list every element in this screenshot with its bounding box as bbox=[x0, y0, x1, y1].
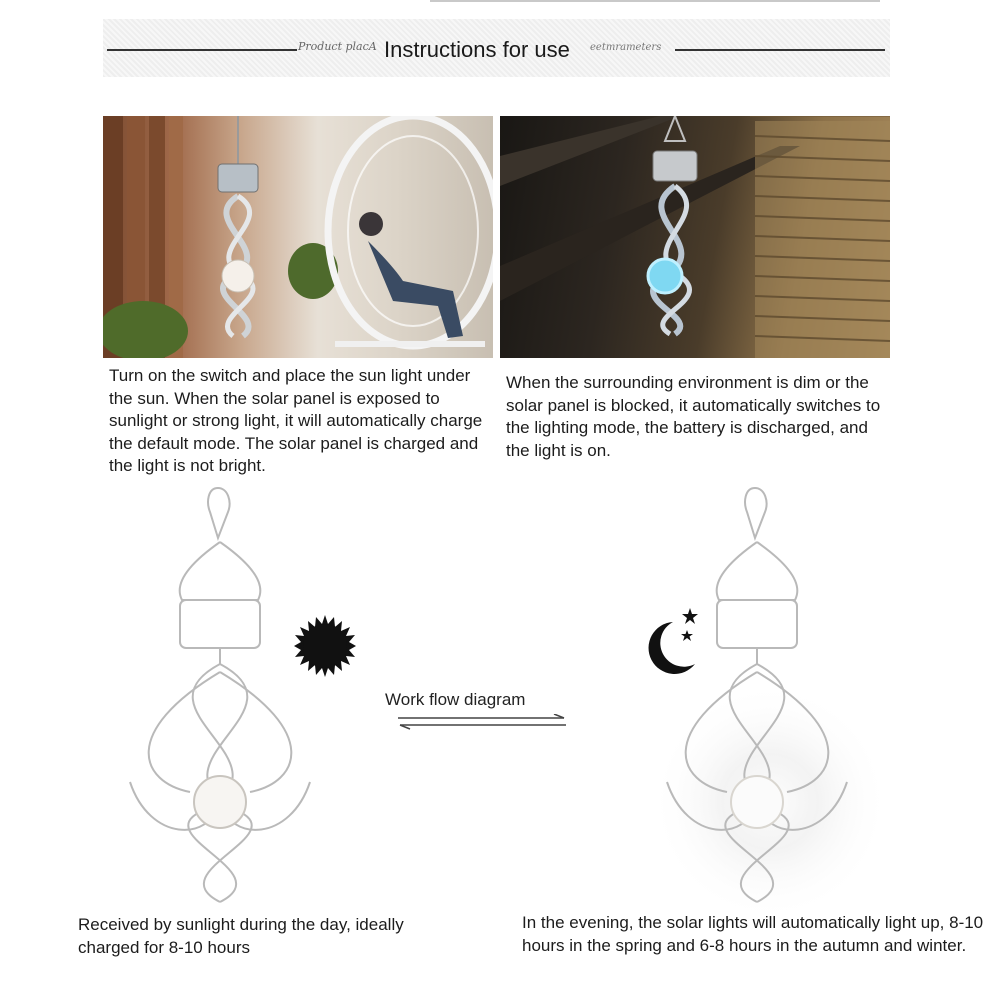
day-diagram-caption: Received by sunlight during the day, ideally charged for 8-10 hours bbox=[78, 915, 404, 957]
daylight-photo bbox=[103, 116, 493, 358]
header-script-left: Product placA bbox=[298, 40, 377, 53]
moon-stars-icon bbox=[643, 608, 703, 678]
day-photo-caption: Turn on the switch and place the sun light under the sun. When the solar panel is exposed to sunlight or strong light, it will automatically charge the default mode. The solar panel is charged and the light is not bright. bbox=[109, 366, 483, 475]
day-spinner-sketch bbox=[110, 482, 330, 922]
night-photo-caption: When the surrounding environment is dim or the solar panel is blocked, it automatically switches to the lighting mode, the battery is discharged, and the light is on. bbox=[506, 373, 881, 460]
header-script-right: eetmrameters bbox=[590, 42, 662, 53]
daylight-photo-art bbox=[103, 116, 493, 358]
sun-icon bbox=[294, 615, 356, 677]
night-photo-art bbox=[500, 116, 890, 358]
workflow-label: Work flow diagram bbox=[385, 690, 526, 709]
top-divider bbox=[430, 0, 880, 2]
header-rule-right bbox=[675, 49, 885, 51]
page-title: Instructions for use bbox=[384, 37, 570, 62]
header-rule-left bbox=[107, 49, 297, 51]
night-photo bbox=[500, 116, 890, 358]
night-diagram-caption: In the evening, the solar lights will automatically light up, 8-10 hours in the spring and 6-8 hours in the autumn and winter. bbox=[522, 913, 984, 955]
night-spinner-sketch bbox=[640, 482, 900, 922]
double-arrow-icon bbox=[396, 714, 568, 730]
